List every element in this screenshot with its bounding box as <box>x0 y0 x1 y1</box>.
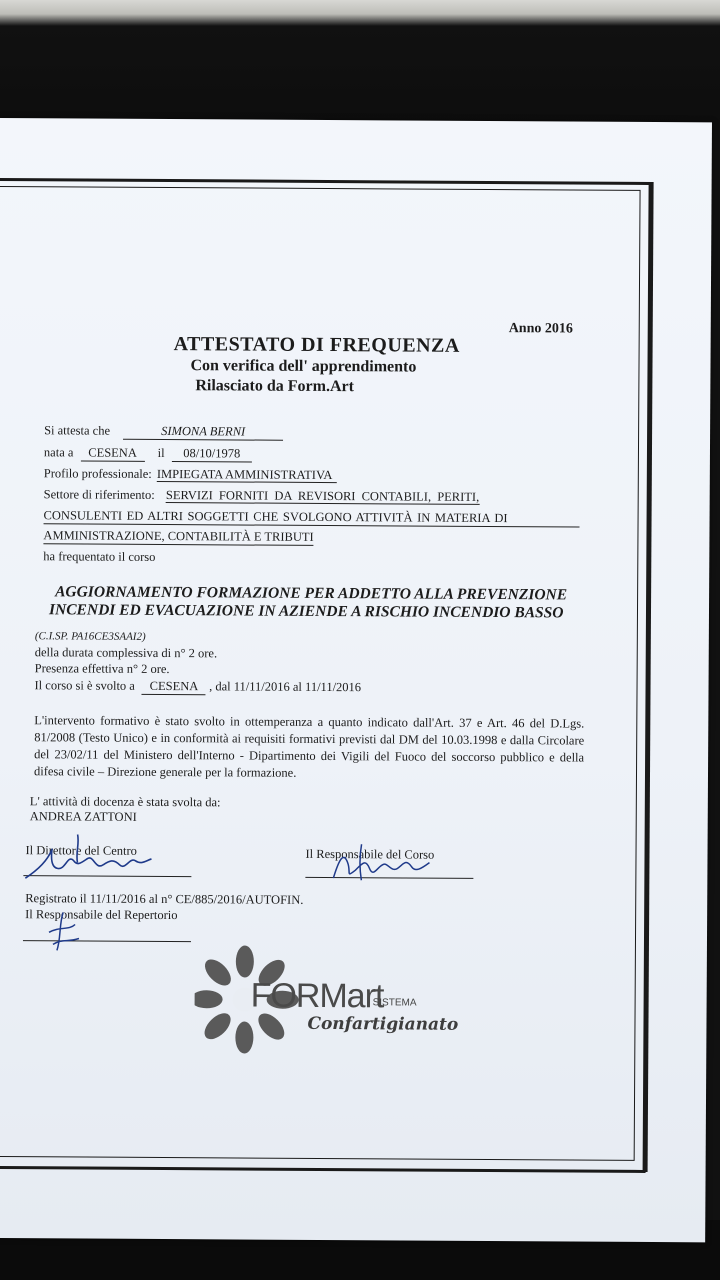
attended-label: ha frequentato il corso <box>43 549 156 564</box>
duration-text: della durata complessiva di n° 2 ore. <box>34 645 218 661</box>
year-label: Anno 2016 <box>508 321 573 337</box>
held-dates: , dal 11/11/2016 al 11/11/2016 <box>209 679 362 695</box>
attest-row <box>44 423 283 440</box>
il-label: il <box>157 445 165 461</box>
sector-row <box>44 487 480 505</box>
teacher-name: ANDREA ZATTONI <box>29 809 137 824</box>
sector-line-2: CONSULENTI ED ALTRI SOGGETTI CHE SVOLGONO ATTIVITÀ IN MATERIA DI <box>44 508 580 527</box>
regulation-paragraph: L'intervento formativo è stato svolto in ottemperanza a quanto indicato dall'Art. 37 e Art. 46 del D.Lgs. 81/2008 (Testo Unico) e in conformità ai requisiti formativi previsti dal DM del 10.03.1998 e dalla Circolare del 23/02/11 del Ministero dell'Interno - Dipartimento dei Vigili del Fuoco del soccorso pubblico e della difesa civile – Direzione generale per la formazione. <box>33 713 585 780</box>
teaching-label: L' attività di docenza è stata svolta da: <box>29 794 221 810</box>
repertorio-label: Il Responsabile del Repertorio <box>25 907 178 923</box>
subtitle-verification: Con verifica dell' apprendimento <box>190 357 417 376</box>
course-title-line-1: AGGIORNAMENTO FORMAZIONE PER ADDETTO ALLA PREVENZIONE <box>55 583 568 604</box>
director-label: Il Direttore del Centro <box>25 843 137 858</box>
logo-confartigianato: Confartigianato <box>307 1013 459 1035</box>
sector-line-3: AMMINISTRAZIONE, CONTABILITÀ E TRIBUTI <box>43 528 314 544</box>
profile-value: IMPIEGATA AMMINISTRATIVA <box>157 467 337 483</box>
attest-label: Si attesta che <box>44 423 111 438</box>
logo-sistema: SISTEMA <box>372 997 417 1009</box>
repertorio-signature <box>39 908 89 958</box>
profile-row <box>44 466 337 483</box>
course-title-line-2: INCENDI ED EVACUAZIONE IN AZIENDE A RISCHIO INCENDIO BASSO <box>48 601 564 622</box>
logo-text: FORMart <box>250 976 384 1016</box>
profile-label: Profilo professionale: <box>43 466 152 481</box>
attendee-name: SIMONA BERNI <box>123 424 283 441</box>
certificate-sheet <box>0 118 712 1242</box>
page-title: ATTESTATO DI FREQUENZA <box>173 333 460 357</box>
held-label: Il corso si è svolto a <box>34 678 135 693</box>
birth-row <box>44 445 252 462</box>
sector-line-1: SERVIZI FORNITI DA REVISORI CONTABILI, PERITI, <box>165 488 480 504</box>
background-top <box>0 0 720 130</box>
director-signature <box>17 830 177 891</box>
course-code: (C.I.SP. PA16CE3SAAI2) <box>34 630 146 643</box>
born-label: nata a <box>43 445 74 460</box>
held-place: CESENA <box>142 679 206 695</box>
registered-text: Registrato il 11/11/2016 al n° CE/885/2016/AUTOFIN. <box>25 891 304 907</box>
subtitle-issuer: Rilasciato da Form.Art <box>195 377 355 396</box>
course-manager-label: Il Responsabile del Corso <box>305 846 435 862</box>
course-manager-signature <box>325 838 465 889</box>
sector-label: Settore di riferimento: <box>43 487 155 502</box>
held-row <box>34 678 361 696</box>
birthdate-value: 08/10/1978 <box>172 446 252 462</box>
presence-text: Presenza effettiva n° 2 ore. <box>34 661 170 677</box>
birthplace-value: CESENA <box>81 445 145 461</box>
